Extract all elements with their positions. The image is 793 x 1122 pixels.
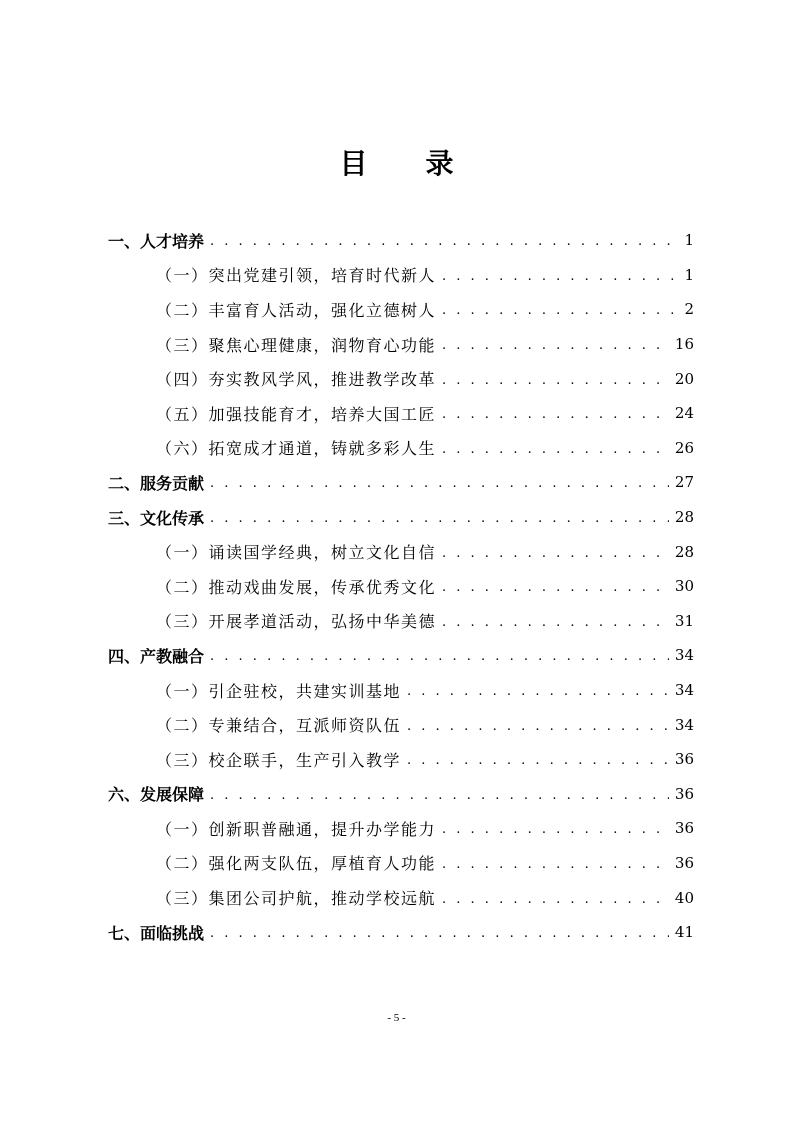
dot-leader bbox=[442, 888, 669, 908]
dot-leader bbox=[210, 784, 669, 804]
dot-leader bbox=[407, 715, 669, 735]
toc-section-entry[interactable] bbox=[108, 673, 694, 708]
toc-entry-label: （一）引企驻校，共建实训基地 bbox=[156, 681, 402, 701]
dot-leader bbox=[442, 369, 669, 389]
dot-leader bbox=[442, 299, 676, 319]
toc-entry-label: （一）诵读国学经典，树立文化自信 bbox=[156, 543, 437, 563]
toc-section-entry[interactable] bbox=[108, 880, 694, 915]
dot-leader bbox=[210, 472, 669, 492]
dot-leader bbox=[407, 680, 669, 700]
dot-leader bbox=[210, 507, 669, 527]
toc-page-number: 30 bbox=[674, 577, 694, 596]
toc-section-entry[interactable] bbox=[108, 569, 694, 604]
toc-page-number: 20 bbox=[674, 369, 694, 388]
toc-entry-label: （二）专兼结合，互派师资队伍 bbox=[156, 716, 402, 736]
toc-section-entry[interactable] bbox=[108, 258, 694, 293]
toc-section-entry[interactable] bbox=[108, 431, 694, 466]
toc-chapter-entry[interactable] bbox=[108, 223, 694, 258]
toc-entry-label: （五）加强技能育才，培养大国工匠 bbox=[156, 404, 437, 424]
toc-section-entry[interactable] bbox=[108, 846, 694, 881]
toc-section-entry[interactable] bbox=[108, 811, 694, 846]
toc-entry-label: 四、产教融合 bbox=[108, 646, 205, 666]
toc-section-entry[interactable] bbox=[108, 396, 694, 431]
toc-page-number: 41 bbox=[674, 923, 694, 942]
toc-section-entry[interactable] bbox=[108, 361, 694, 396]
toc-page-number: 36 bbox=[674, 750, 694, 769]
toc-entry-label: 二、服务贡献 bbox=[108, 473, 205, 493]
toc-chapter-entry[interactable] bbox=[108, 465, 694, 500]
toc-page-number: 26 bbox=[674, 438, 694, 457]
dot-leader bbox=[407, 749, 669, 769]
toc-page-number: 34 bbox=[674, 715, 694, 734]
toc-entry-label: （二）强化两支队伍，厚植育人功能 bbox=[156, 854, 437, 874]
toc-page-number: 34 bbox=[674, 681, 694, 700]
toc-section-entry[interactable] bbox=[108, 604, 694, 639]
toc-entry-label: 六、发展保障 bbox=[108, 785, 205, 805]
toc-chapter-entry[interactable] bbox=[108, 915, 694, 950]
page-number-footer: - 5 - bbox=[387, 1012, 406, 1024]
toc-section-entry[interactable] bbox=[108, 742, 694, 777]
toc-chapter-entry[interactable] bbox=[108, 777, 694, 812]
toc-entry-label: （三）聚焦心理健康，润物育心功能 bbox=[156, 335, 437, 355]
toc-entry-label: （三）开展孝道活动，弘扬中华美德 bbox=[156, 612, 437, 632]
toc-entry-label: 七、面临挑战 bbox=[108, 923, 205, 943]
dot-leader bbox=[442, 576, 669, 596]
dot-leader bbox=[442, 542, 669, 562]
toc-page-number: 16 bbox=[674, 335, 694, 354]
toc-chapter-entry[interactable] bbox=[108, 500, 694, 535]
toc-entry-label: （二）丰富育人活动，强化立德树人 bbox=[156, 300, 437, 320]
table-of-contents bbox=[108, 223, 694, 949]
toc-section-entry[interactable] bbox=[108, 707, 694, 742]
title-char-1: 目 bbox=[339, 147, 368, 180]
toc-section-entry[interactable] bbox=[108, 327, 694, 362]
toc-section-entry[interactable] bbox=[108, 534, 694, 569]
page-title bbox=[0, 142, 793, 182]
toc-entry-label: （一）创新职普融通，提升办学能力 bbox=[156, 819, 437, 839]
toc-entry-label: （三）集团公司护航，推动学校远航 bbox=[156, 889, 437, 909]
dot-leader bbox=[442, 853, 669, 873]
toc-page-number: 36 bbox=[674, 784, 694, 803]
toc-page-number: 24 bbox=[674, 404, 694, 423]
toc-entry-label: （一）突出党建引领，培育时代新人 bbox=[156, 266, 437, 286]
toc-chapter-entry[interactable] bbox=[108, 638, 694, 673]
toc-page-number: 34 bbox=[674, 646, 694, 665]
toc-page-number: 36 bbox=[674, 853, 694, 872]
toc-entry-label: （三）校企联手，生产引入教学 bbox=[156, 750, 402, 770]
dot-leader bbox=[442, 438, 669, 458]
toc-entry-label: 一、人才培养 bbox=[108, 231, 205, 251]
toc-page-number: 1 bbox=[684, 231, 694, 250]
dot-leader bbox=[210, 230, 676, 250]
dot-leader bbox=[442, 403, 669, 423]
dot-leader bbox=[442, 265, 676, 285]
dot-leader bbox=[210, 645, 669, 665]
dot-leader bbox=[442, 611, 669, 631]
toc-page-number: 28 bbox=[674, 508, 694, 527]
dot-leader bbox=[442, 818, 669, 838]
toc-entry-label: 三、文化传承 bbox=[108, 508, 205, 528]
toc-entry-label: （二）推动戏曲发展，传承优秀文化 bbox=[156, 577, 437, 597]
toc-section-entry[interactable] bbox=[108, 292, 694, 327]
dot-leader bbox=[210, 922, 669, 942]
toc-page-number: 31 bbox=[674, 611, 694, 630]
toc-page-number: 28 bbox=[674, 542, 694, 561]
toc-page-number: 27 bbox=[674, 473, 694, 492]
toc-page-number: 2 bbox=[684, 300, 694, 319]
title-char-2: 录 bbox=[425, 147, 454, 180]
toc-page-number: 1 bbox=[684, 265, 694, 284]
toc-entry-label: （四）夯实教风学风，推进教学改革 bbox=[156, 370, 437, 390]
dot-leader bbox=[442, 334, 669, 354]
toc-entry-label: （六）拓宽成才通道，铸就多彩人生 bbox=[156, 439, 437, 459]
toc-page-number: 36 bbox=[674, 819, 694, 838]
toc-page-number: 40 bbox=[674, 888, 694, 907]
